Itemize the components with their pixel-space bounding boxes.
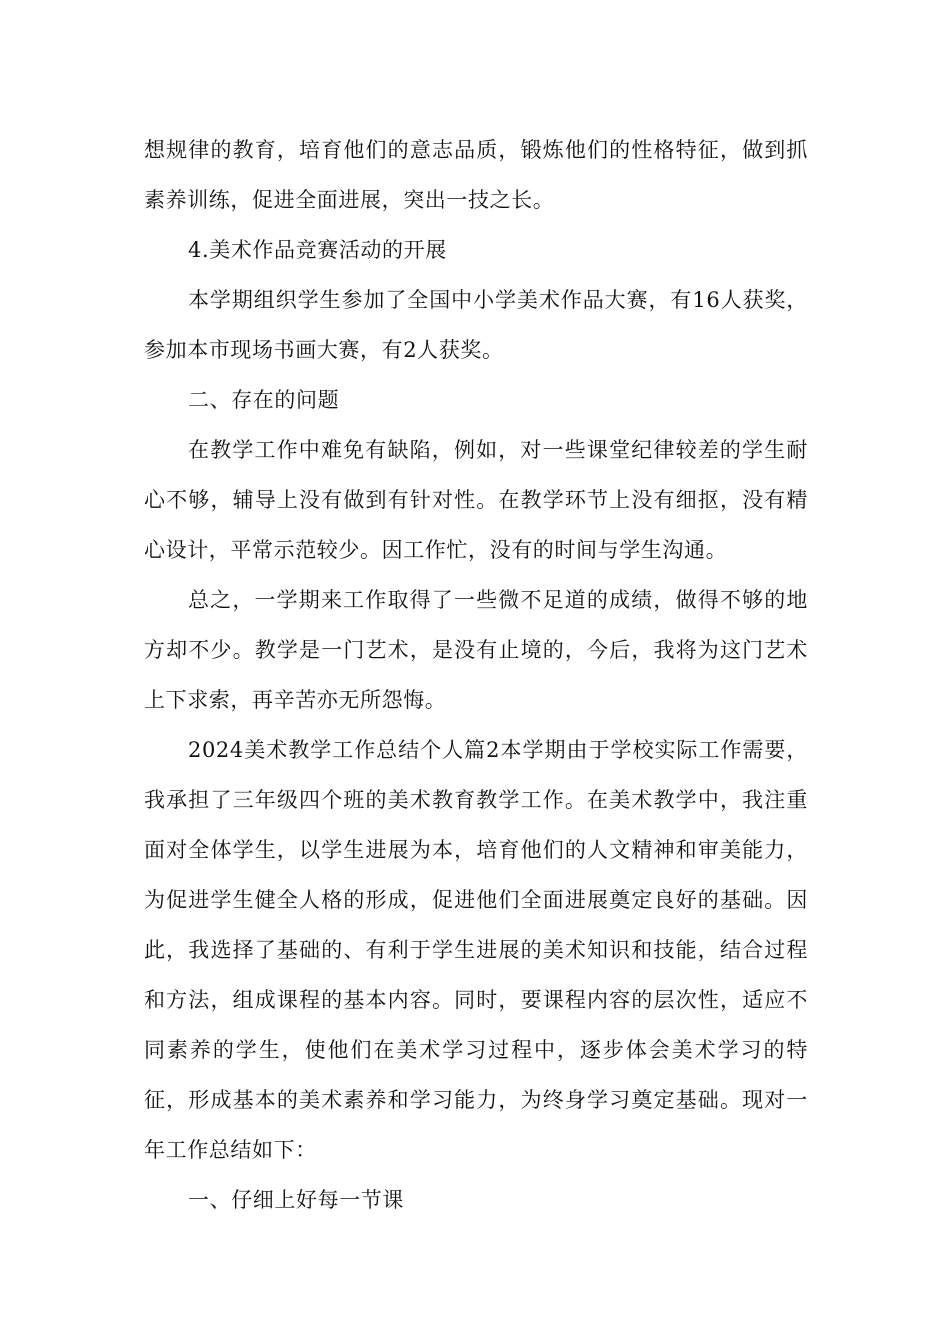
section-heading-art-competition: 4.美术作品竞赛活动的开展 (188, 238, 447, 262)
paragraph-article-2-intro: 2024美术教学工作总结个人篇2本学期由于学校实际工作需要，我承担了三年级四个班的美术教育教学工作。在美术教学中，我注重面对全体学生，以学生进展为本，培育他们的人文精神和审美能力，为促进学生健全人格的形成，促进他们全面进展奠定良好的基础。因此，我选择了基础的、有利于学生进展的美术知识和技能，结合过程和方法，组成课程的基本内容。同时，要课程内容的层次性，适应不同素养的学生，使他们在美术学习过程中，逐步体会美术学习的特征，形成基本的美术素养和学习能力，为终身学习奠定基础。现对一年工作总结如下： (144, 738, 808, 1162)
paragraph-teaching-shortcomings: 在教学工作中难免有缺陷，例如，对一些课堂纪律较差的学生耐心不够，辅导上没有做到有针对性。在教学环节上没有细抠，没有精心设计，平常示范较少。因工作忙，没有的时间与学生沟通。 (144, 438, 808, 562)
paragraph-competition-results: 本学期组织学生参加了全国中小学美术作品大赛，有16人获奖，参加本市现场书画大赛，有2人获奖。 (144, 288, 808, 362)
paragraph-summary: 总之，一学期来工作取得了一些微不足道的成绩，做得不够的地方却不少。教学是一门艺术，是没有止境的，今后，我将为这门艺术上下求索，再辛苦亦无所怨悔。 (144, 588, 808, 712)
section-heading-problems: 二、存在的问题 (188, 388, 340, 412)
document-body (144, 125, 808, 1225)
section-heading-teach-every-class: 一、仔细上好每一节课 (188, 1188, 404, 1212)
paragraph-continuation: 想规律的教育，培育他们的意志品质，锻炼他们的性格特征，做到抓素养训练，促进全面进展，突出一技之长。 (144, 138, 808, 212)
